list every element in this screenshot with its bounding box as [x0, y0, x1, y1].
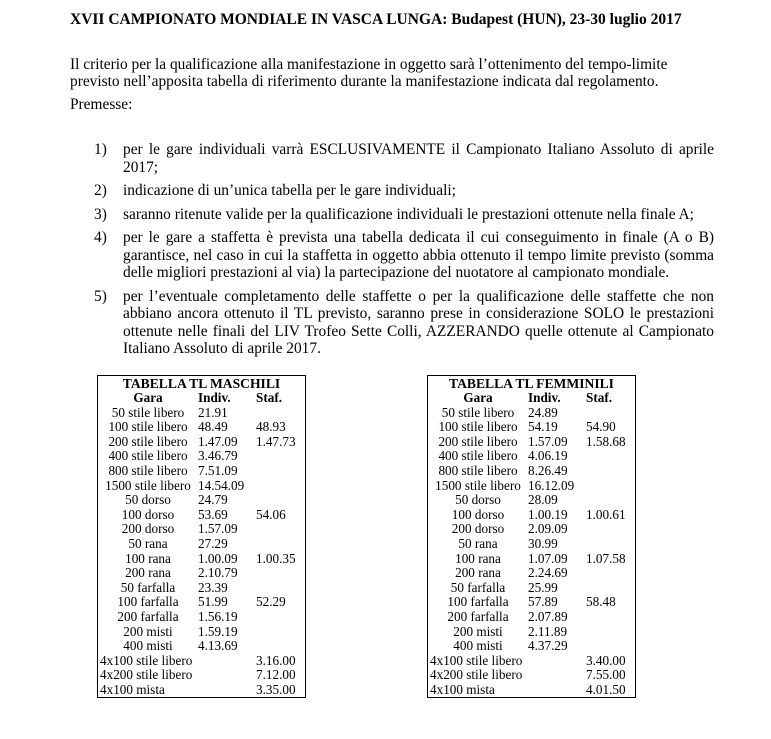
- indiv-time-cell: 30.99: [528, 535, 558, 551]
- relay-time-cell: [256, 449, 305, 464]
- table-row: [428, 595, 635, 610]
- event-cell: 200 misti: [123, 623, 173, 639]
- relay-time-cell: [256, 610, 305, 625]
- event-cell: 100 dorso: [451, 506, 505, 522]
- table-row: [98, 537, 305, 552]
- relay-row: [98, 683, 305, 698]
- relay-time-cell: [586, 581, 635, 596]
- header-gara: Gara: [133, 390, 163, 405]
- relay-time-cell: [586, 610, 635, 625]
- relay-time-cell: [586, 493, 635, 508]
- relay-time-cell: 4.01.50: [586, 681, 626, 697]
- event-cell: 100 stile libero: [438, 419, 518, 435]
- relay-time-cell: 1.00.35: [256, 550, 296, 566]
- relay-time-cell: 58.48: [586, 594, 616, 610]
- event-cell: 1500 stile libero: [105, 477, 191, 493]
- indiv-time-cell: 1.07.09: [528, 550, 568, 566]
- table-row: [428, 537, 635, 552]
- indiv-time-cell: 28.09: [528, 492, 558, 508]
- table-row: [98, 581, 305, 596]
- table-row: [428, 435, 635, 450]
- relay-time-cell: 52.29: [256, 594, 286, 610]
- table-men-grid: [98, 391, 305, 697]
- list-item: [94, 141, 714, 176]
- table-row: [98, 449, 305, 464]
- event-cell: 100 stile libero: [108, 419, 188, 435]
- list-item: [94, 182, 714, 200]
- relay-event-cell: 4x100 mista: [100, 681, 165, 697]
- header-gara: Gara: [463, 390, 493, 405]
- relay-time-cell: 7.55.00: [586, 667, 626, 683]
- table-women-grid: [428, 391, 635, 697]
- document-title: XVII CAMPIONATO MONDIALE IN VASCA LUNGA: Budapest (HUN), 23-30 luglio 2017: [70, 11, 682, 28]
- list-item-text: saranno ritenute valide per la qualificazione individuali le prestazioni ottenute nella finale A;: [123, 205, 694, 223]
- table-row: [98, 595, 305, 610]
- relay-time-cell: 54.90: [586, 419, 616, 435]
- list-item-text: per le gare a staffetta è prevista una tabella dedicata il cui conseguimento in finale (A o B) garantisce, nel caso in cui la staffetta in oggetto abbia ottenuto il tempo limite previsto (somma delle migliori prestazioni al via) la partecipazione del nuotatore al campionato mondiale.: [123, 229, 714, 281]
- relay-time-cell: 54.06: [256, 506, 286, 522]
- event-cell: 50 stile libero: [441, 404, 515, 420]
- relay-row: [428, 683, 635, 698]
- indiv-time-cell: 14.54.09: [198, 477, 245, 493]
- relay-event-cell: 4x100 stile libero: [430, 652, 523, 668]
- table-row: [428, 610, 635, 625]
- indiv-time-cell: 1.57.09: [198, 521, 238, 537]
- event-cell: 50 dorso: [125, 492, 171, 508]
- event-cell: 200 farfalla: [117, 608, 179, 624]
- event-cell: 50 dorso: [455, 492, 501, 508]
- relay-event-cell: 4x100 stile libero: [100, 652, 193, 668]
- event-cell: 100 dorso: [121, 506, 175, 522]
- header-staf: Staf.: [586, 390, 613, 405]
- table-row: [428, 479, 635, 494]
- indiv-time-cell: 54.19: [528, 419, 558, 435]
- event-cell: 200 stile libero: [438, 433, 518, 449]
- list-item-text: indicazione di un’unica tabella per le gare individuali;: [123, 182, 456, 199]
- table-row: [98, 464, 305, 479]
- table-row: [98, 406, 305, 421]
- table-row: [98, 479, 305, 494]
- event-cell: 100 farfalla: [447, 594, 509, 610]
- intro-paragraph: Il criterio per la qualificazione alla manifestazione in oggetto sarà l’ottenimento del tempo-limite previsto nell’apposita tabella di riferimento durante la manifestazione indicata dal regolamento.: [70, 56, 668, 90]
- event-cell: 400 misti: [123, 638, 173, 654]
- event-cell: 200 misti: [453, 623, 503, 639]
- relay-time-cell: [256, 639, 305, 654]
- list-item-number: 3): [94, 205, 107, 223]
- relay-time-cell: [256, 479, 305, 494]
- event-cell: 400 stile libero: [108, 448, 188, 464]
- indiv-time-cell: 24.79: [198, 492, 228, 508]
- relay-time-cell: [586, 522, 635, 537]
- relay-time-cell: [256, 625, 305, 640]
- indiv-time-cell: 53.69: [198, 506, 228, 522]
- indiv-time-cell: 2.11.89: [528, 623, 568, 639]
- event-cell: 400 misti: [453, 638, 503, 654]
- table-row: [428, 522, 635, 537]
- indiv-time-cell: 1.56.19: [198, 608, 238, 624]
- indiv-time-cell: 1.57.09: [528, 433, 568, 449]
- relay-time-cell: [586, 639, 635, 654]
- indiv-time-cell: 24.89: [528, 404, 558, 420]
- relay-time-cell: 3.40.00: [586, 652, 626, 668]
- indiv-time-cell: 4.06.19: [528, 448, 568, 464]
- indiv-time-cell: 1.59.19: [198, 623, 238, 639]
- relay-time-cell: 1.07.58: [586, 550, 626, 566]
- table-row: [428, 449, 635, 464]
- relay-time-cell: 7.12.00: [256, 667, 296, 683]
- table-row: [428, 639, 635, 654]
- header-staf: Staf.: [256, 390, 283, 405]
- relay-time-cell: 1.47.73: [256, 433, 296, 449]
- event-cell: 1500 stile libero: [435, 477, 521, 493]
- indiv-time-cell: 48.49: [198, 419, 228, 435]
- table-row: [98, 508, 305, 523]
- table-women: [427, 375, 636, 698]
- relay-event-cell: 4x100 mista: [430, 681, 495, 697]
- indiv-time-cell: 8.26.49: [528, 462, 568, 478]
- header-indiv: Indiv.: [198, 390, 231, 405]
- relay-time-cell: [256, 537, 305, 552]
- indiv-time-cell: 1.47.09: [198, 433, 238, 449]
- indiv-time-cell: 21.91: [198, 404, 228, 420]
- list-item: [94, 288, 714, 358]
- event-cell: 800 stile libero: [108, 462, 188, 478]
- indiv-time-cell: 3.46.79: [198, 448, 238, 464]
- table-row: [428, 406, 635, 421]
- relay-row: [428, 668, 635, 683]
- event-cell: 50 rana: [458, 535, 498, 551]
- table-row: [98, 625, 305, 640]
- relay-time-cell: 3.35.00: [256, 681, 296, 697]
- indiv-time-cell: 25.99: [528, 579, 558, 595]
- list-item-text: per le gare individuali varrà ESCLUSIVAMENTE il Campionato Italiano Assoluto di aprile 2017;: [123, 141, 714, 176]
- event-cell: 100 rana: [455, 550, 501, 566]
- indiv-time-cell: 1.00.19: [528, 506, 568, 522]
- relay-time-cell: [586, 479, 635, 494]
- table-women-title: TABELLA TL FEMMINILI: [449, 376, 614, 391]
- table-row: [428, 464, 635, 479]
- indiv-time-cell: 4.37.29: [528, 638, 568, 654]
- indiv-time-cell: 27.29: [198, 535, 228, 551]
- indiv-time-cell: 7.51.09: [198, 462, 238, 478]
- event-cell: 800 stile libero: [438, 462, 518, 478]
- table-men: [97, 375, 306, 698]
- list-item: [94, 229, 714, 282]
- relay-row: [98, 654, 305, 669]
- event-cell: 50 rana: [128, 535, 168, 551]
- event-cell: 200 rana: [125, 565, 171, 581]
- relay-time-cell: [586, 406, 635, 421]
- table-row: [428, 420, 635, 435]
- table-row: [428, 581, 635, 596]
- relay-time-cell: [256, 406, 305, 421]
- event-cell: 50 stile libero: [111, 404, 185, 420]
- table-row: [98, 610, 305, 625]
- table-row: [98, 552, 305, 567]
- relay-time-cell: 1.00.61: [586, 506, 626, 522]
- list-item-number: 4): [94, 229, 107, 246]
- table-row: [98, 639, 305, 654]
- event-cell: 50 farfalla: [120, 579, 176, 595]
- table-row: [428, 552, 635, 567]
- table-row: [98, 493, 305, 508]
- event-cell: 200 rana: [455, 565, 501, 581]
- relay-time-cell: 1.58.68: [586, 433, 626, 449]
- relay-time-cell: [586, 449, 635, 464]
- relay-time-cell: [256, 493, 305, 508]
- relay-time-cell: [256, 464, 305, 479]
- event-cell: 100 rana: [125, 550, 171, 566]
- relay-row: [428, 654, 635, 669]
- indiv-time-cell: 16.12.09: [528, 477, 575, 493]
- indiv-time-cell: 1.00.09: [198, 550, 238, 566]
- event-cell: 400 stile libero: [438, 448, 518, 464]
- table-men-title: TABELLA TL MASCHILI: [122, 376, 281, 391]
- relay-time-cell: 48.93: [256, 419, 286, 435]
- event-cell: 50 farfalla: [450, 579, 506, 595]
- relay-time-cell: [586, 464, 635, 479]
- table-row: [98, 566, 305, 581]
- indiv-time-cell: 57.89: [528, 594, 558, 610]
- relay-time-cell: [256, 522, 305, 537]
- relay-time-cell: [256, 581, 305, 596]
- table-row: [98, 435, 305, 450]
- event-cell: 200 dorso: [451, 521, 505, 537]
- list-item-number: 2): [94, 182, 107, 199]
- indiv-time-cell: 23.39: [198, 579, 228, 595]
- relay-time-cell: [586, 625, 635, 640]
- list-item-number: 5): [94, 287, 107, 305]
- indiv-time-cell: 4.13.69: [198, 638, 238, 654]
- indiv-time-cell: 51.99: [198, 594, 228, 610]
- relay-time-cell: [586, 566, 635, 581]
- table-row: [428, 566, 635, 581]
- header-indiv: Indiv.: [528, 390, 561, 405]
- event-cell: 200 farfalla: [447, 608, 509, 624]
- event-cell: 200 dorso: [121, 521, 175, 537]
- relay-event-cell: 4x200 stile libero: [100, 667, 193, 683]
- premesse-list: [94, 141, 714, 364]
- relay-row: [98, 668, 305, 683]
- table-row: [428, 508, 635, 523]
- event-cell: 200 stile libero: [108, 433, 188, 449]
- table-row: [98, 420, 305, 435]
- list-item-text: per l’eventuale completamento delle staffette o per la qualificazione delle staffette che non abbiano ancora ottenuto il TL previsto, saranno prese in considerazione SOLO le prestazioni ottenute nelle finali del LIV Trofeo Sette Colli, AZZERANDO quelle ottenute al Campionato Italiano Assoluto di aprile 2017.: [123, 287, 714, 357]
- table-row: [428, 625, 635, 640]
- indiv-time-cell: 2.07.89: [528, 608, 568, 624]
- relay-time-cell: 3.16.00: [256, 652, 296, 668]
- indiv-time-cell: 2.09.09: [528, 521, 568, 537]
- table-row: [428, 493, 635, 508]
- indiv-time-cell: 2.10.79: [198, 565, 238, 581]
- indiv-time-cell: 2.24.69: [528, 565, 568, 581]
- event-cell: 100 farfalla: [117, 594, 179, 610]
- list-item: [94, 206, 714, 224]
- relay-time-cell: [586, 537, 635, 552]
- list-item-number: 1): [94, 141, 107, 158]
- relay-event-cell: 4x200 stile libero: [430, 667, 523, 683]
- premesse-label: Premesse:: [70, 96, 133, 113]
- table-row: [98, 522, 305, 537]
- relay-time-cell: [256, 566, 305, 581]
